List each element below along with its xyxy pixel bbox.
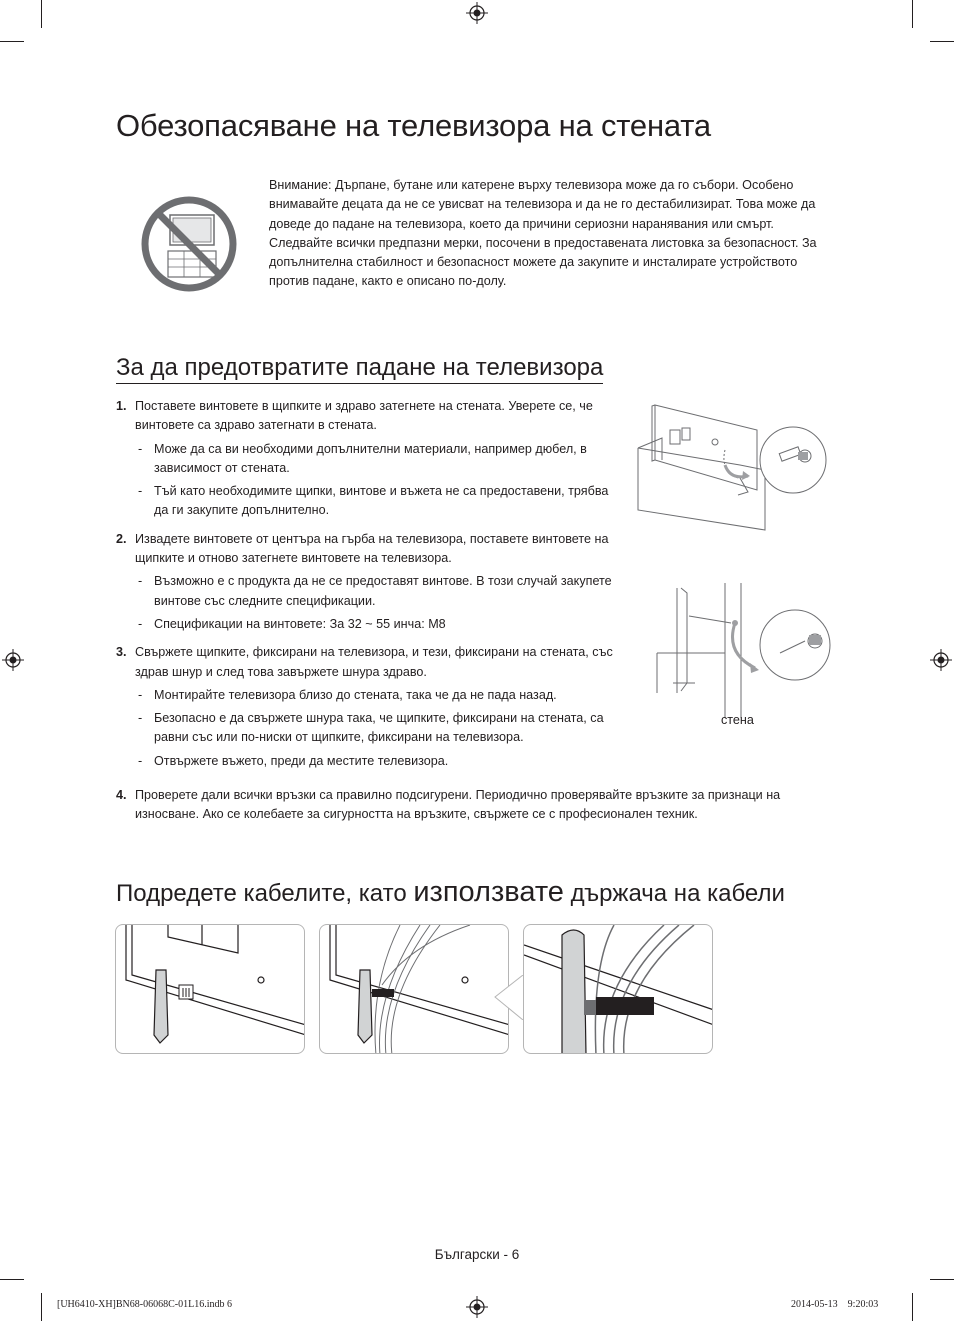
cable-step-panel-2: [319, 924, 509, 1054]
section-heading-prevent-falling: За да предотвратите падане на телевизора: [116, 354, 603, 384]
callout-pointer: [493, 975, 523, 1020]
step-text: Извадете винтовете от центъра на гърба на телевизора, поставете винтовете на щипките и отново затегнете винтовете на телевизора.: [135, 531, 609, 566]
crop-mark: [0, 41, 24, 42]
sub-item: - Може да са ви необходими допълнителни материали, например дюбел, в зависимост от стената.: [138, 441, 587, 475]
crop-mark: [930, 1279, 954, 1280]
warning-text: Внимание: Дърпане, бутане или катерене върху телевизора може да го събори. Особено внимавайте децата да не се увисват на телевизора и да не го дестабилизират. Това може да доведе до падане на телевизора, което да причини сериозни наранявания или смърт. Следвайте всички предпазни мерки, посочени в предоставената листовка за безопасност. За допълнителна стабилност и безопасност можете да закупите и инсталирате устройството против падане, както е описано по-долу.: [269, 178, 817, 289]
step-number: 4.: [116, 788, 127, 802]
sub-item: - Монтирайте телевизора близо до стената, така че да не пада назад.: [138, 687, 557, 702]
crop-mark: [912, 1293, 913, 1321]
sub-item-text: Безопасно е да свържете шнура така, че щипките, фиксирани на стената, са равни със или по-ниски от щипките, фиксирани на телевизора.: [154, 711, 604, 745]
wall-label: стена: [721, 713, 754, 727]
registration-mark-icon: [466, 1296, 488, 1318]
cable-holder-closeup-illustration: [524, 925, 713, 1054]
sub-item: - Спецификации на винтовете: За 32 ~ 55 инча: M8: [138, 616, 446, 631]
sub-item-text: Тъй като необходимите щипки, винтове и въжета не са предоставени, трябва да ги закупите допълнително.: [154, 484, 609, 518]
step-item: [116, 643, 616, 771]
heading-part: Подредете кабелите, като: [116, 880, 414, 907]
step-text: Проверете дали всички връзки са правилно подсигурени. Периодично проверявайте връзките за признаци на износване. Ако се колебаете за сигурността на връзките, свържете се с професионален техник.: [135, 788, 781, 822]
crop-mark: [41, 0, 42, 28]
sub-item-text: Монтирайте телевизора близо до стената, така че да не пада назад.: [154, 687, 557, 702]
instruction-steps: [116, 397, 616, 780]
no-climbing-icon: [140, 195, 238, 293]
wall-attachment-illustration: [655, 583, 870, 718]
cable-step-panel-3: [523, 924, 713, 1054]
step-number: 1.: [116, 399, 127, 413]
registration-mark-icon: [930, 649, 952, 671]
sub-item-text: Отвържете въжето, преди да местите телевизора.: [154, 753, 449, 768]
step-text: Свържете щипките, фиксирани на телевизора, и тези, фиксирани на стената, със здрав шнур и след това завържете шнура здраво.: [135, 645, 613, 679]
sub-item: - Безопасно е да свържете шнура така, че щипките, фиксирани на стената, са равни със или по-ниски от щипките, фиксирани на телевизора.: [138, 711, 604, 745]
sub-item: - Възможно е с продукта да не се предоставят винтове. В този случай закупете винтове със следните спецификации.: [138, 574, 612, 608]
cable-step-panel-1: [115, 924, 305, 1054]
tv-stand-clip-illustration: [630, 400, 840, 545]
cable-holder-illustration: [116, 925, 305, 1054]
file-info: [UH6410-XH]BN68-06068C-01L16.indb 6: [57, 1299, 232, 1310]
page-title: Обезопасяване на телевизора на стената: [116, 108, 711, 143]
step-text: Поставете винтовете в щипките и здраво затегнете на стената. Уверете се, че винтовете са здраво затегнати в стената.: [135, 399, 593, 433]
cable-holder-illustration: [320, 925, 509, 1054]
section-heading-cable-holder: [116, 876, 785, 909]
step-number: 2.: [116, 531, 127, 546]
registration-mark-icon: [2, 649, 24, 671]
print-date: 2014-05-13 9:20:03: [791, 1299, 879, 1310]
crop-mark: [0, 1279, 24, 1280]
step-number: 3.: [116, 645, 127, 660]
sub-item: - Отвържете въжето, преди да местите телевизора.: [138, 753, 449, 768]
sub-item-text: Може да са ви необходими допълнителни материали, например дюбел, в зависимост от стената.: [154, 441, 587, 475]
step-item: [116, 397, 616, 521]
registration-mark-icon: [466, 2, 488, 24]
sub-item-text: Спецификации на винтовете: За 32 ~ 55 инча: M8: [154, 616, 446, 631]
sub-item-text: Възможно е с продукта да не се предоставят винтове. В този случай закупете винтове със следните спецификации.: [154, 574, 612, 608]
page-number: Български - 6: [434, 1247, 520, 1262]
step-item: [116, 530, 616, 634]
step-item: [116, 786, 816, 825]
heading-part: използвате: [413, 876, 564, 908]
crop-mark: [912, 0, 913, 28]
heading-part: държача на кабели: [563, 880, 785, 907]
crop-mark: [41, 1293, 42, 1321]
sub-item: - Тъй като необходимите щипки, винтове и въжета не са предоставени, трябва да ги закупите допълнително.: [138, 484, 609, 518]
crop-mark: [930, 41, 954, 42]
